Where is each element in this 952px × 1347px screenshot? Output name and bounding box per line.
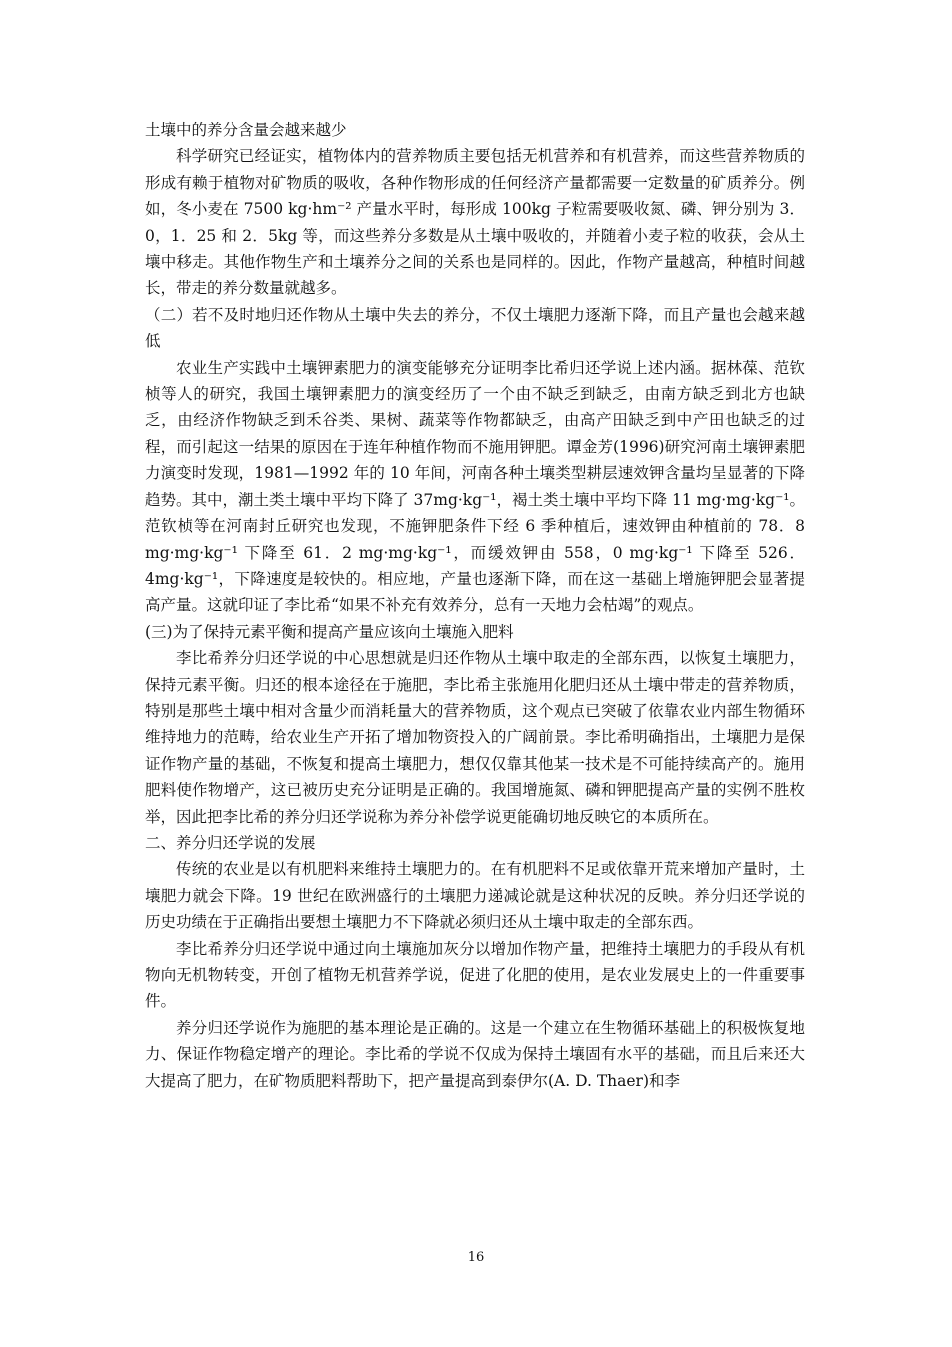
paragraph: 养分归还学说作为施肥的基本理论是正确的。这是一个建立在生物循环基础上的积极恢复地力、保证作物稳定增产的理论。李比希的学说不仅成为保持土壤固有水平的基础，而且后来还大大提高了肥力，在矿物质肥料帮助下，把产量提高到泰伊尔(A. D. Thaer)和李 [145, 1018, 805, 1090]
paragraph-heading: 土壤中的养分含量会越来越少 [145, 121, 347, 139]
paragraph: 李比希养分归还学说中通过向土壤施加灰分以增加作物产量，把维持土壤肥力的手段从有机物向无机物转变，开创了植物无机营养学说，促进了化肥的使用，是农业发展史上的一件重要事件。 [145, 939, 805, 1011]
paragraph: 李比希养分归还学说的中心思想就是归还作物从土壤中取走的全部东西，以恢复土壤肥力，保持元素平衡。归还的根本途径在于施肥，李比希主张施用化肥归还从土壤中带走的营养物质，特别是那些土壤中相对含量少而消耗量大的营养物质，这个观点已突破了依靠农业内部生物循环维持地力的范畴，给农业生产开拓了增加物资投入的广阔前景。李比希明确指出，土壤肥力是保证作物产量的基础，不恢复和提高土壤肥力，想仅仅靠其他某一技术是不可能持续高产的。施用肥料使作物增产，这已被历史充分证明是正确的。我国增施氮、磷和钾肥提高产量的实例不胜枚举，因此把李比希的养分归还学说称为养分补偿学说更能确切地反映它的本质所在。 [145, 649, 805, 826]
paragraph: 农业生产实践中土壤钾素肥力的演变能够充分证明李比希归还学说上述内涵。据林葆、范钦桢等人的研究，我国土壤钾素肥力的演变经历了一个由不缺乏到缺乏，由南方缺乏到北方也缺乏，由经济作物缺乏到禾谷类、果树、蔬菜等作物都缺乏，由高产田缺乏到中产田也缺乏的过程，而引起这一结果的原因在于连年种植作物而不施用钾肥。谭金芳(1996)研究河南土壤钾素肥力演变时发现，1981—1992 年的 10 年间，河南各种土壤类型耕层速效钾含量均呈显著的下降趋势。其中，潮土类土壤中平均下降了 37mg·kg⁻¹，褐土类土壤中平均下降 11 mg·mg·kg⁻¹。范钦桢等在河南封丘研究也发现，不施钾肥条件下经 6 季种植后，速效钾由种植前的 78．8 mg·mg·kg⁻¹ 下降至 61．2 mg·mg·kg⁻¹，而缓效钾由 558，0 mg·kg⁻¹ 下降至 526．4mg·kg⁻¹，下降速度是较快的。相应地，产量也逐渐下降，而在这一基础上增施钾肥会显著提高产量。这就印证了李比希“如果不补充有效养分，总有一天地力会枯竭”的观点。 [145, 358, 805, 615]
page-number: 16 [467, 1250, 485, 1265]
section-heading: （二）若不及时地归还作物从土壤中失去的养分，不仅土壤肥力逐渐下降，而且产量也会越来越低 [145, 305, 805, 351]
paragraph: 传统的农业是以有机肥料来维持土壤肥力的。在有机肥料不足或依靠开荒来增加产量时，土壤肥力就会下降。19 世纪在欧洲盛行的土壤肥力递减论就是这种状况的反映。养分归还学说的历史功绩在于正确指出要想土壤肥力不下降就必须归还从土壤中取走的全部东西。 [145, 860, 805, 932]
section-heading: 二、养分归还学说的发展 [145, 833, 316, 852]
section-heading: (三)为了保持元素平衡和提高产量应该向土壤施入肥料 [145, 622, 514, 641]
paragraph: 科学研究已经证实，植物体内的营养物质主要包括无机营养和有机营养，而这些营养物质的形成有赖于植物对矿物质的吸收，各种作物形成的任何经济产量都需要一定数量的矿质养分。例如，冬小麦在 7500 kg·hm⁻² 产量水平时，每形成 100kg 子粒需要吸收氮、磷、钾分别为 3．0，1．25 和 2．5kg 等，而这些养分多数是从土壤中吸收的，并随着小麦子粒的收获，会从土壤中移走。其他作物生产和土壤养分之间的关系也是同样的。因此，作物产量越高，种植时间越长，带走的养分数量就越多。 [145, 147, 805, 298]
document-body [145, 117, 805, 1094]
